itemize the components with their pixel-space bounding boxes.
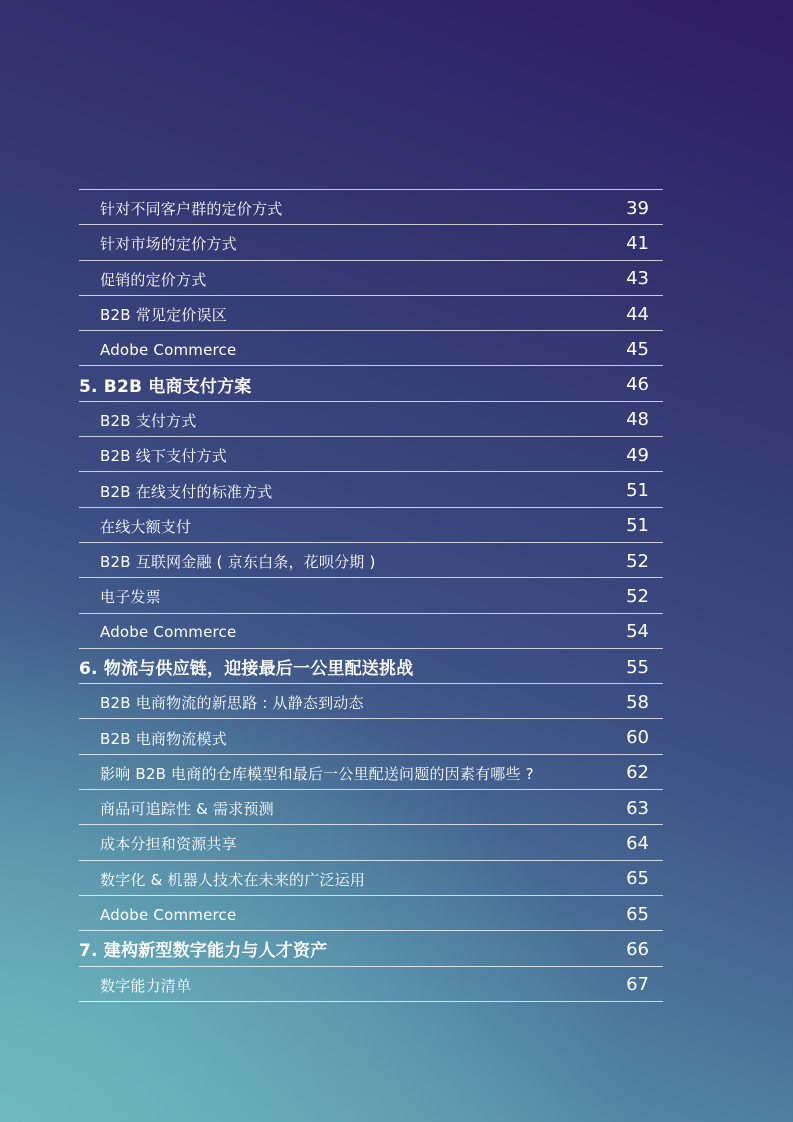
toc-entry[interactable] — [79, 790, 663, 825]
toc-entry-page: 39 — [626, 197, 649, 219]
toc-entry-page: 54 — [626, 621, 649, 643]
toc-entry-page: 64 — [626, 832, 649, 854]
toc-entry-page: 60 — [626, 727, 649, 749]
toc-entry-page: 44 — [626, 303, 649, 325]
toc-entry-title: 在线大额支付 — [100, 517, 192, 536]
toc-entry-title: 针对不同客户群的定价方式 — [100, 200, 283, 219]
toc-entry[interactable] — [79, 402, 663, 437]
toc-entry[interactable] — [79, 225, 663, 260]
toc-entry-title: 影响 B2B 电商的仓库模型和最后一公里配送问题的因素有哪些 ? — [100, 764, 534, 783]
toc-entry[interactable] — [79, 437, 663, 472]
toc-entry-title: B2B 互联网金融 ( 京东白条，花呗分期 ) — [100, 553, 376, 572]
toc-entry-title: 数字化 & 机器人技术在未来的广泛运用 — [100, 870, 366, 889]
toc-entry-page: 65 — [626, 903, 649, 925]
toc-entry[interactable] — [79, 472, 663, 507]
toc-section-page: 66 — [626, 938, 649, 960]
toc-entry-title: Adobe Commerce — [100, 905, 237, 924]
table-of-contents — [79, 189, 663, 1002]
toc-entry[interactable] — [79, 967, 663, 1002]
toc-entry[interactable] — [79, 896, 663, 931]
toc-entry-page: 58 — [626, 691, 649, 713]
toc-entry-page: 41 — [626, 232, 649, 254]
toc-entry-title: Adobe Commerce — [100, 340, 237, 359]
toc-section-title: 6. 物流与供应链，迎接最后一公里配送挑战 — [79, 659, 414, 679]
toc-entry-page: 67 — [626, 974, 649, 996]
toc-section-heading[interactable] — [79, 649, 663, 684]
toc-section-heading[interactable] — [79, 931, 663, 966]
toc-entry-page: 62 — [626, 762, 649, 784]
toc-entry-page: 65 — [626, 868, 649, 890]
toc-section-heading[interactable] — [79, 366, 663, 401]
toc-entry-page: 51 — [626, 480, 649, 502]
toc-entry[interactable] — [79, 861, 663, 896]
toc-section-page: 46 — [626, 374, 649, 396]
toc-entry[interactable] — [79, 296, 663, 331]
toc-section-page: 55 — [626, 656, 649, 678]
toc-entry-page: 43 — [626, 268, 649, 290]
toc-entry-title: B2B 线下支付方式 — [100, 447, 227, 466]
toc-entry-title: 促销的定价方式 — [100, 270, 207, 289]
toc-entry[interactable] — [79, 543, 663, 578]
toc-entry[interactable] — [79, 261, 663, 296]
toc-entry-title: Adobe Commerce — [100, 623, 237, 642]
toc-entry[interactable] — [79, 614, 663, 649]
toc-entry[interactable] — [79, 755, 663, 790]
toc-entry-title: B2B 在线支付的标准方式 — [100, 482, 273, 501]
toc-entry[interactable] — [79, 578, 663, 613]
toc-entry-title: 数字能力清单 — [100, 976, 192, 995]
toc-entry-title: B2B 常见定价误区 — [100, 306, 227, 325]
toc-entry-page: 63 — [626, 797, 649, 819]
toc-entry[interactable] — [79, 825, 663, 860]
toc-entry-page: 48 — [626, 409, 649, 431]
toc-entry-title: 成本分担和资源共享 — [100, 835, 237, 854]
toc-entry-title: B2B 支付方式 — [100, 411, 197, 430]
toc-entry-page: 51 — [626, 515, 649, 537]
toc-entry-title: B2B 电商物流的新思路 : 从静态到动态 — [100, 694, 364, 713]
toc-entry[interactable] — [79, 719, 663, 754]
toc-entry[interactable] — [79, 684, 663, 719]
toc-entry-title: 电子发票 — [100, 588, 161, 607]
toc-entry-title: 针对市场的定价方式 — [100, 235, 237, 254]
toc-entry-page: 52 — [626, 550, 649, 572]
toc-entry-page: 49 — [626, 444, 649, 466]
toc-entry[interactable] — [79, 508, 663, 543]
toc-section-title: 5. B2B 电商支付方案 — [79, 376, 252, 397]
toc-entry[interactable] — [79, 190, 663, 225]
toc-entry-page: 52 — [626, 585, 649, 607]
toc-section-title: 7. 建构新型数字能力与人才资产 — [79, 941, 328, 962]
toc-entry-page: 45 — [626, 338, 649, 360]
toc-entry-title: B2B 电商物流模式 — [100, 729, 227, 748]
toc-entry-title: 商品可追踪性 & 需求预测 — [100, 800, 274, 819]
toc-entry[interactable] — [79, 331, 663, 366]
